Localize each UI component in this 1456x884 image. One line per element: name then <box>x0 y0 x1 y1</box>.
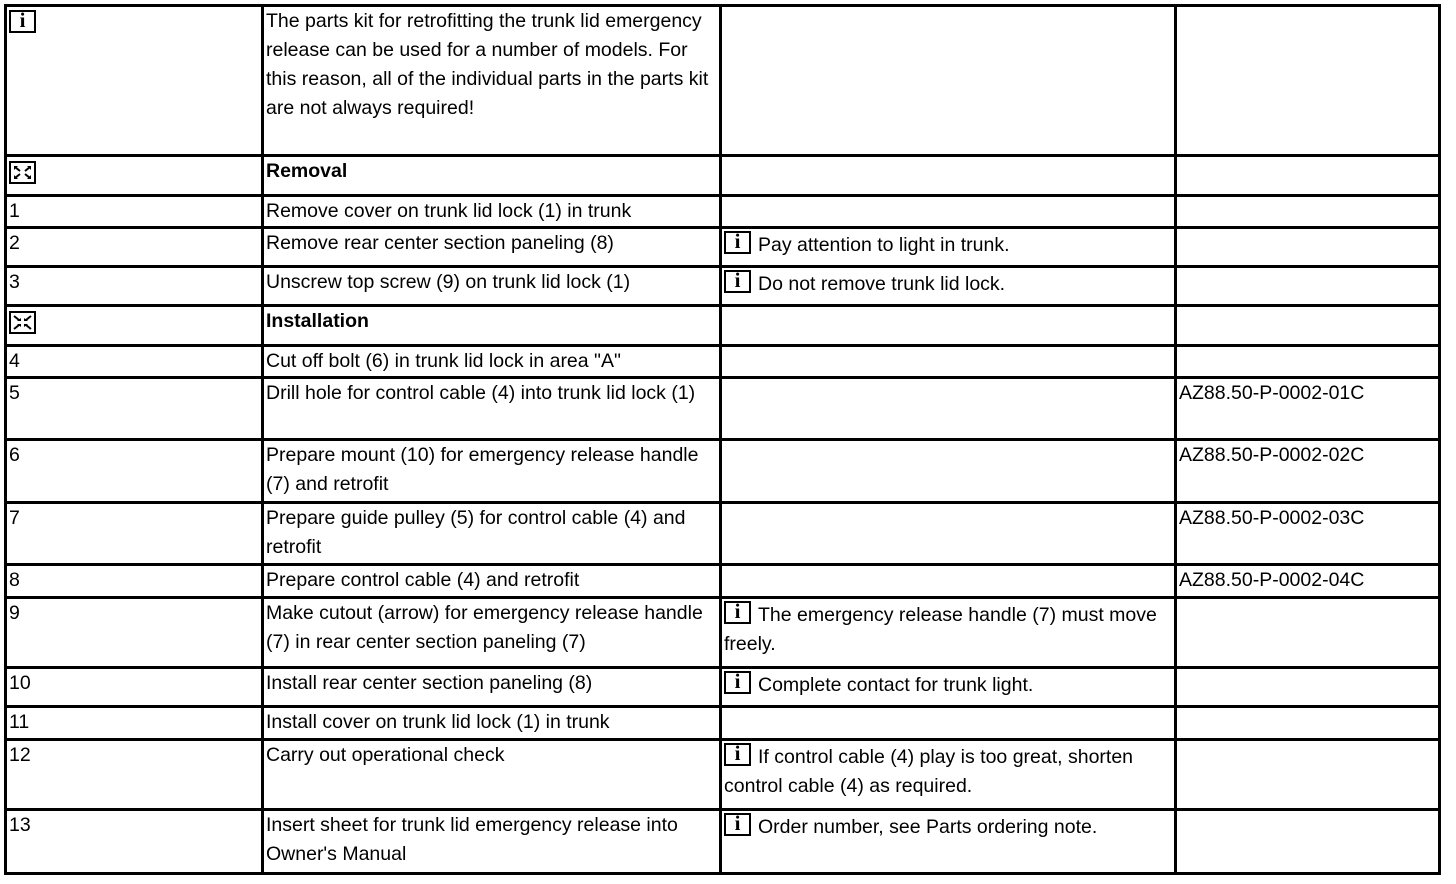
table-row <box>6 346 1440 378</box>
note-cell <box>721 378 1176 440</box>
ref-cell: AZ88.50-P-0002-04C <box>1176 565 1440 598</box>
step-number: 8 <box>6 565 263 598</box>
table-row <box>6 565 1440 598</box>
info-icon: i <box>9 10 36 33</box>
intro-row <box>6 6 1440 156</box>
installation-icon-cell <box>6 306 263 346</box>
ref-cell <box>1176 810 1440 874</box>
table-row <box>6 707 1440 740</box>
info-icon: i <box>724 671 751 694</box>
intro-ref-cell <box>1176 6 1440 156</box>
step-text: Cut off bolt (6) in trunk lid lock in area "A" <box>263 346 721 378</box>
step-number: 1 <box>6 196 263 228</box>
step-text: Prepare guide pulley (5) for control cable (4) and retrofit <box>263 503 721 565</box>
intro-icon-cell <box>6 6 263 156</box>
removal-title: Removal <box>263 156 721 196</box>
info-icon: i <box>724 813 751 836</box>
table-row <box>6 668 1440 707</box>
note-text: Order number, see Parts ordering note. <box>758 816 1098 838</box>
note-text: The emergency release handle (7) must move freely. <box>724 604 1157 655</box>
note-cell <box>721 267 1176 306</box>
step-text: Insert sheet for trunk lid emergency release into Owner's Manual <box>263 810 721 874</box>
table-row <box>6 740 1440 810</box>
ref-cell: AZ88.50-P-0002-02C <box>1176 440 1440 503</box>
note-cell <box>721 196 1176 228</box>
ref-cell <box>1176 228 1440 267</box>
table-row <box>6 810 1440 874</box>
table-row <box>6 598 1440 668</box>
removal-icon-cell <box>6 156 263 196</box>
section-removal-row <box>6 156 1440 196</box>
ref-cell <box>1176 707 1440 740</box>
table-row <box>6 196 1440 228</box>
procedure-table <box>4 4 1441 875</box>
ref-cell: AZ88.50-P-0002-01C <box>1176 378 1440 440</box>
intro-note-cell <box>721 6 1176 156</box>
info-icon: i <box>724 231 751 254</box>
note-text: Pay attention to light in trunk. <box>758 234 1010 256</box>
table-row <box>6 378 1440 440</box>
ref-cell <box>1176 740 1440 810</box>
removal-ref-cell <box>1176 156 1440 196</box>
step-text: Make cutout (arrow) for emergency release handle (7) in rear center section paneling (7) <box>263 598 721 668</box>
note-cell <box>721 707 1176 740</box>
ref-cell <box>1176 598 1440 668</box>
step-text: Carry out operational check <box>263 740 721 810</box>
step-number: 10 <box>6 668 263 707</box>
table-row <box>6 267 1440 306</box>
step-text: Remove cover on trunk lid lock (1) in trunk <box>263 196 721 228</box>
step-number: 13 <box>6 810 263 874</box>
note-text: Complete contact for trunk light. <box>758 674 1034 696</box>
step-text: Prepare control cable (4) and retrofit <box>263 565 721 598</box>
step-number: 3 <box>6 267 263 306</box>
note-cell <box>721 668 1176 707</box>
note-cell <box>721 503 1176 565</box>
note-cell <box>721 740 1176 810</box>
step-number: 4 <box>6 346 263 378</box>
note-text: Do not remove trunk lid lock. <box>758 273 1006 295</box>
step-number: 11 <box>6 707 263 740</box>
table-row <box>6 228 1440 267</box>
table-row <box>6 503 1440 565</box>
installation-note-cell <box>721 306 1176 346</box>
info-icon: i <box>724 601 751 624</box>
ref-cell <box>1176 668 1440 707</box>
info-icon: i <box>724 270 751 293</box>
step-text: Install cover on trunk lid lock (1) in trunk <box>263 707 721 740</box>
ref-cell <box>1176 346 1440 378</box>
note-cell <box>721 346 1176 378</box>
step-number: 6 <box>6 440 263 503</box>
step-number: 5 <box>6 378 263 440</box>
step-text: Remove rear center section paneling (8) <box>263 228 721 267</box>
step-number: 9 <box>6 598 263 668</box>
step-text: Drill hole for control cable (4) into trunk lid lock (1) <box>263 378 721 440</box>
installation-title: Installation <box>263 306 721 346</box>
installation-arrows-icon <box>9 311 36 334</box>
step-text: Install rear center section paneling (8) <box>263 668 721 707</box>
ref-cell <box>1176 267 1440 306</box>
note-cell <box>721 440 1176 503</box>
note-cell <box>721 228 1176 267</box>
ref-cell <box>1176 196 1440 228</box>
removal-note-cell <box>721 156 1176 196</box>
step-number: 12 <box>6 740 263 810</box>
removal-arrows-icon <box>9 161 36 184</box>
note-cell <box>721 565 1176 598</box>
step-text: Prepare mount (10) for emergency release handle (7) and retrofit <box>263 440 721 503</box>
note-cell <box>721 598 1176 668</box>
step-number: 7 <box>6 503 263 565</box>
note-cell <box>721 810 1176 874</box>
table-row <box>6 440 1440 503</box>
info-icon: i <box>724 743 751 766</box>
note-text: If control cable (4) play is too great, shorten control cable (4) as required. <box>724 746 1134 797</box>
step-number: 2 <box>6 228 263 267</box>
section-installation-row <box>6 306 1440 346</box>
step-text: Unscrew top screw (9) on trunk lid lock (1) <box>263 267 721 306</box>
ref-cell: AZ88.50-P-0002-03C <box>1176 503 1440 565</box>
intro-text: The parts kit for retrofitting the trunk lid emergency release can be used for a number of models. For this reason, all of the individual parts in the parts kit are not always required! <box>263 6 721 156</box>
installation-ref-cell <box>1176 306 1440 346</box>
